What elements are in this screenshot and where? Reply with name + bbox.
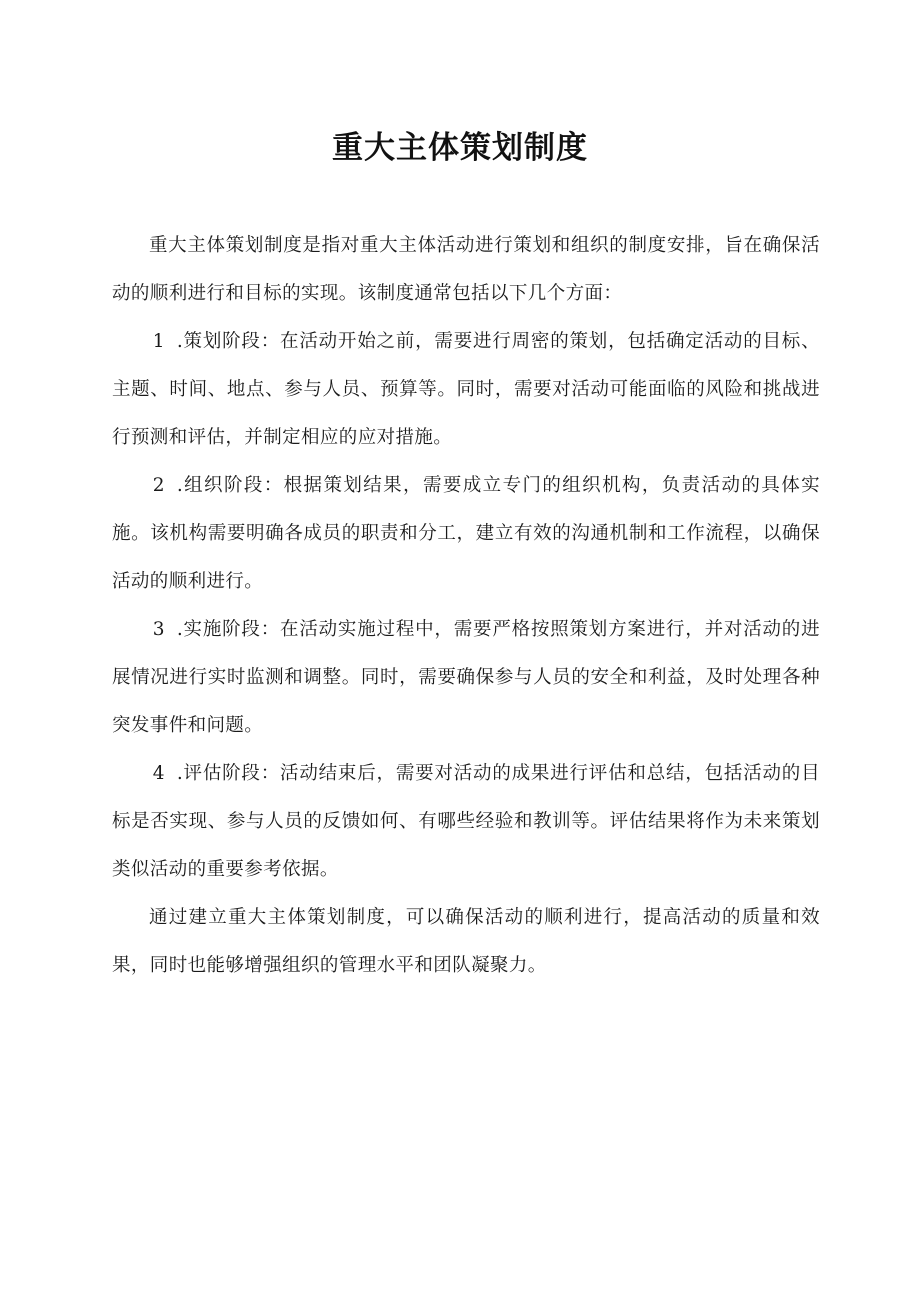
- document-body: [112, 222, 820, 990]
- document-title: 重大主体策划制度: [332, 130, 588, 166]
- list-item-number: 2: [152, 475, 165, 496]
- list-item-organization: [112, 462, 820, 606]
- list-item-text: .策划阶段：在活动开始之前，需要进行周密的策划，包括确定活动的目标、主题、时间、地点、参与人员、预算等。同时，需要对活动可能面临的风险和挑战进行预测和评估，并制定相应的应对措施。: [112, 331, 820, 448]
- intro-paragraph: 重大主体策划制度是指对重大主体活动进行策划和组织的制度安排，旨在确保活动的顺利进行和目标的实现。该制度通常包括以下几个方面：: [112, 235, 820, 304]
- list-item-number: 4: [152, 763, 165, 784]
- list-item-text: .实施阶段：在活动实施过程中，需要严格按照策划方案进行，并对活动的进展情况进行实时监测和调整。同时，需要确保参与人员的安全和利益，及时处理各种突发事件和问题。: [112, 619, 820, 736]
- conclusion-paragraph: 通过建立重大主体策划制度，可以确保活动的顺利进行，提高活动的质量和效果，同时也能够增强组织的管理水平和团队凝聚力。: [112, 907, 820, 976]
- list-item-implementation: [112, 606, 820, 750]
- list-item-text: .组织阶段：根据策划结果，需要成立专门的组织机构，负责活动的具体实施。该机构需要明确各成员的职责和分工，建立有效的沟通机制和工作流程，以确保活动的顺利进行。: [112, 475, 820, 592]
- list-item-evaluation: [112, 750, 820, 894]
- list-item-number: 1: [152, 331, 165, 352]
- list-item-text: .评估阶段：活动结束后，需要对活动的成果进行评估和总结，包括活动的目标是否实现、参与人员的反馈如何、有哪些经验和教训等。评估结果将作为未来策划类似活动的重要参考依据。: [112, 763, 820, 880]
- list-item-planning: [112, 318, 820, 462]
- list-item-number: 3: [152, 619, 165, 640]
